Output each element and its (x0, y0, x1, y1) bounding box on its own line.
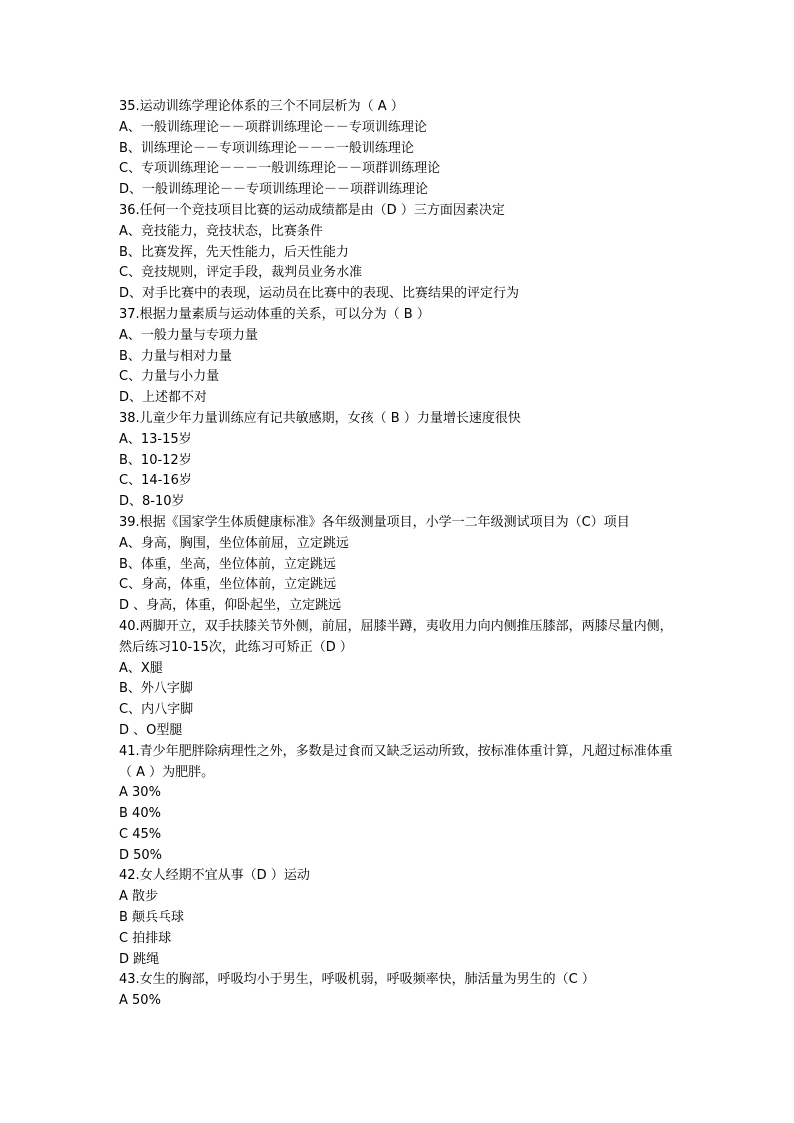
option-41-b: B 40% (119, 806, 161, 822)
question-39: 39.根据《国家学生体质健康标准》各年级测量项目，小学一二年级测试项目为（C）项目 (119, 514, 630, 530)
question-42: 42.女人经期不宜从事（D ）运动 (119, 868, 310, 884)
option-35-b: B、训练理论－－专项训练理论－－－一般训练理论 (119, 140, 414, 156)
option-35-c: C、专项训练理论－－－一般训练理论－－项群训练理论 (119, 161, 441, 177)
option-37-d: D、上述都不对 (119, 390, 208, 406)
option-40-d: D 、O型腿 (119, 722, 183, 738)
question-40: 40.两脚开立，双手扶膝关节外侧，前屈，屈膝半蹲，夷收用力向内侧推压膝部，两膝尽量内侧，然后练习10-15次，此练习可矫正（D ） (119, 618, 673, 655)
option-35-d: D、一般训练理论－－专项训练理论－－项群训练理论 (119, 182, 429, 198)
option-36-b: B、比赛发挥，先天性能力，后天性能力 (119, 244, 349, 260)
option-39-b: B、体重，坐高，坐位体前，立定跳远 (119, 556, 336, 572)
question-37: 37.根据力量素质与运动体重的关系，可以分为（ B ） (119, 306, 430, 322)
option-39-c: C、身高，体重，坐位体前，立定跳远 (119, 577, 337, 593)
option-38-d: D、8-10岁 (119, 494, 185, 510)
option-37-c: C、力量与小力量 (119, 369, 220, 385)
option-39-a: A、身高，胸围，坐位体前屈，立定跳远 (119, 535, 349, 551)
option-37-b: B、力量与相对力量 (119, 348, 232, 364)
option-40-c: C、内八字脚 (119, 702, 194, 718)
option-39-d: D 、身高，体重，仰卧起坐，立定跳远 (119, 598, 342, 614)
option-38-c: C、14-16岁 (119, 473, 192, 489)
option-42-c: C 拍排球 (119, 930, 172, 946)
option-43-a: A 50% (119, 993, 161, 1009)
question-43: 43.女生的胸部，呼吸均小于男生，呼吸机弱，呼吸频率快，肺活量为男生的（C ） (119, 972, 595, 988)
option-41-d: D 50% (119, 847, 163, 863)
option-40-a: A、X腿 (119, 660, 163, 676)
option-42-b: B 颠兵乓球 (119, 910, 185, 926)
option-36-a: A、竞技能力，竞技状态，比赛条件 (119, 223, 323, 239)
option-42-d: D 跳绳 (119, 951, 160, 967)
option-41-a: A 30% (119, 785, 161, 801)
option-42-a: A 散步 (119, 889, 159, 905)
question-36: 36.任何一个竞技项目比赛的运动成绩都是由（D ）三方面因素决定 (119, 202, 505, 218)
option-40-b: B、外八字脚 (119, 681, 193, 697)
question-38: 38.儿童少年力量训练应有记共敏感期，女孩（ B ）力量增长速度很快 (119, 410, 521, 426)
question-35: 35.运动训练学理论体系的三个不同层析为（ A ） (119, 99, 404, 114)
option-41-c: C 45% (119, 826, 162, 842)
question-41: 41.青少年肥胖除病理性之外，多数是过食而又缺乏运动所致，按标准体重计算，凡超过标准体重（ A ）为肥胖。 (119, 743, 673, 780)
option-38-b: B、10-12岁 (119, 452, 192, 468)
option-36-c: C、竞技规则，评定手段，裁判员业务水准 (119, 265, 363, 281)
option-38-a: A、13-15岁 (119, 431, 192, 447)
option-37-a: A、一般力量与专项力量 (119, 327, 258, 343)
option-36-d: D、对手比赛中的表现，运动员在比赛中的表现、比赛结果的评定行为 (119, 286, 520, 302)
question-list (119, 97, 679, 1012)
option-35-a: A、一般训练理论－－项群训练理论－－专项训练理论 (119, 119, 427, 135)
